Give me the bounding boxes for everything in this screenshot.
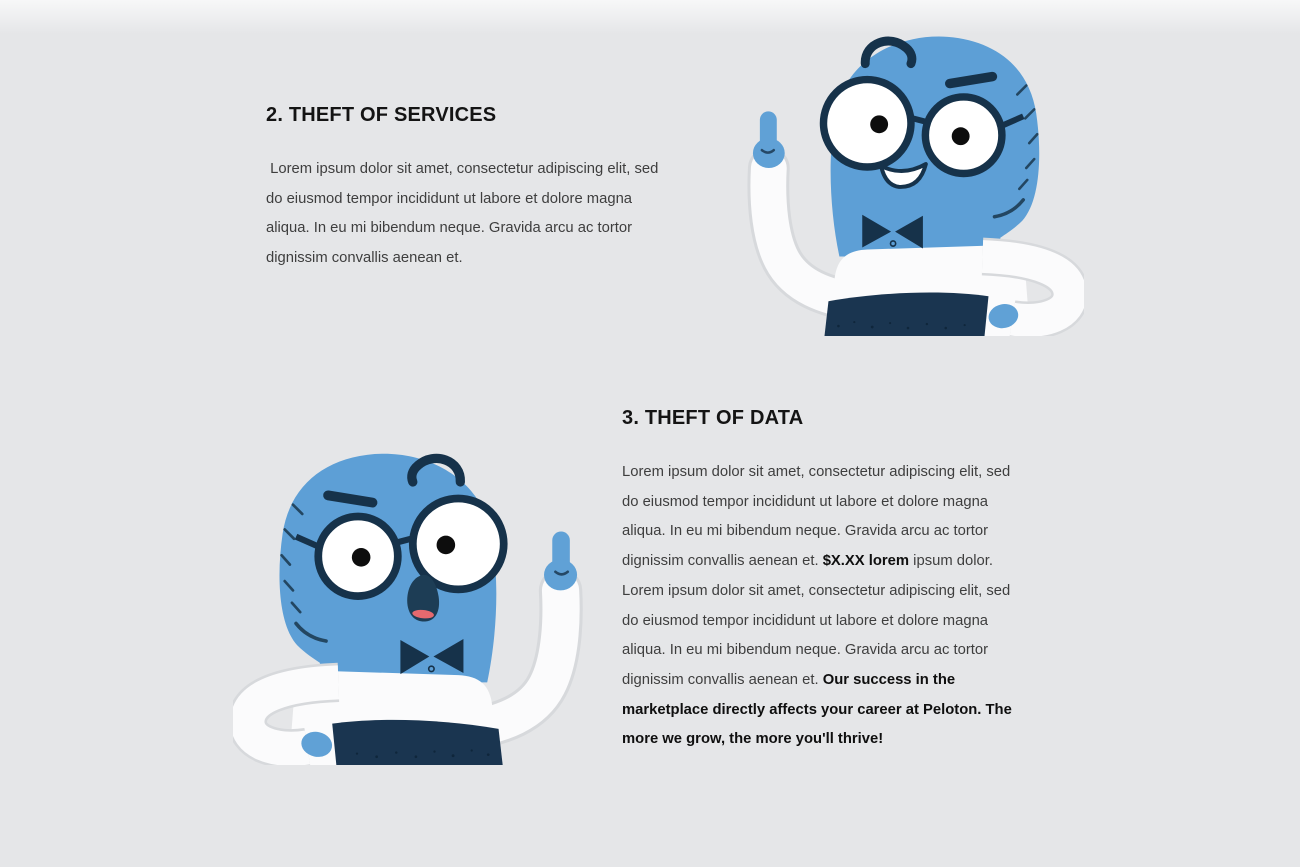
mascot-surprised-pointing-up-illustration [233,422,605,765]
emphasis-text: $X.XX lorem [822,553,910,570]
section-paragraph [622,458,1026,755]
section-heading: 3. THEFT OF DATA [622,407,804,429]
top-gradient [0,0,1300,34]
section-theft-of-services [266,101,668,274]
mascot-smiling-pointing-up-illustration [726,6,1084,336]
body-text: ipsum dolor. Lorem ipsum dolor sit amet, consectetur adipiscing elit, sed do eiusmod tempor incididunt ut labore et dolore magna aliqua. In eu mi bibendum neque. Gravida arcu ac tortor dignissim convallis aenean et. [622,553,1015,688]
emphasis-text: Our success in the marketplace directly affects your career at Peloton. The more we grow, the more you'll thrive! [622,671,1016,748]
body-text: Lorem ipsum dolor sit amet, consectetur adipiscing elit, sed do eiusmod tempor incididunt ut labore et dolore magna aliqua. In eu mi bibendum neque. Gravida arcu ac tortor dignissim convallis aenean et. [622,464,1015,570]
section-theft-of-data [622,404,1026,755]
section-heading: 2. THEFT OF SERVICES [266,104,497,126]
section-paragraph: Lorem ipsum dolor sit amet, consectetur adipiscing elit, sed do eiusmod tempor incididunt ut labore et dolore magna aliqua. In eu mi bibendum neque. Gravida arcu ac tortor dignissim convallis aenean et. [266,161,663,267]
